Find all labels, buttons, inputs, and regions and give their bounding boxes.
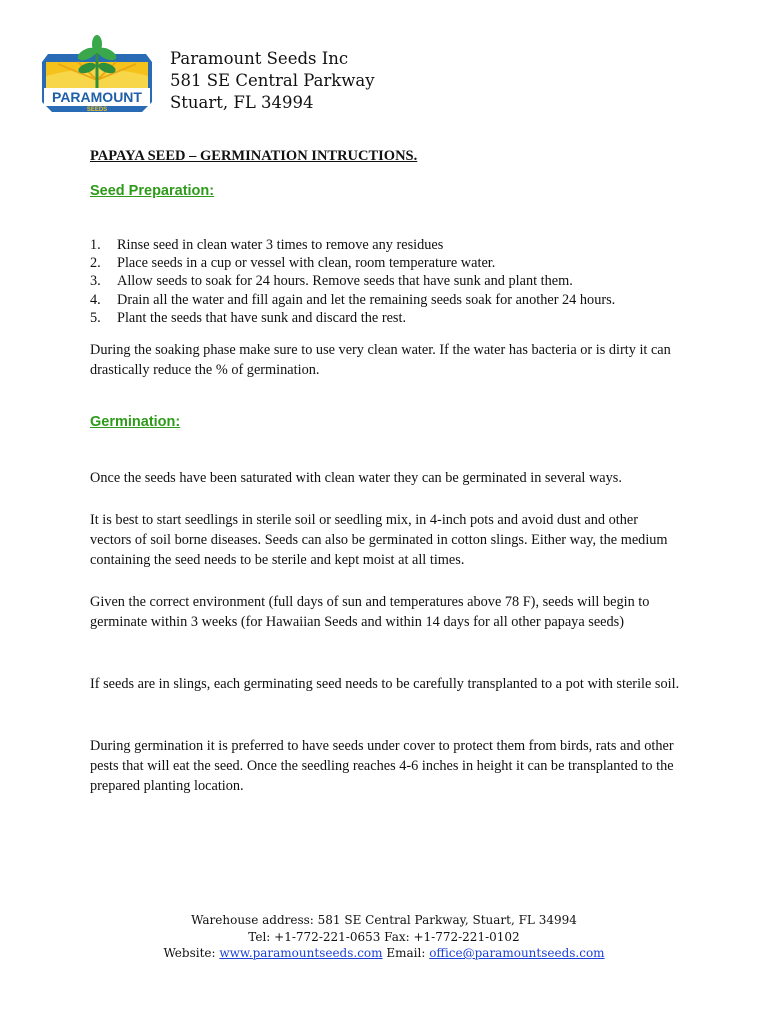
footer-warehouse-address: Warehouse address: 581 SE Central Parkway, Stuart, FL 34994 [191, 913, 577, 927]
company-name: Paramount Seeds Inc [170, 49, 349, 68]
list-item [90, 254, 615, 272]
footer [0, 912, 768, 962]
website-label: Website: [163, 946, 216, 960]
list-item [90, 291, 615, 309]
company-address [170, 48, 375, 114]
step-text: Plant the seeds that have sunk and discard the rest. [117, 309, 407, 326]
germination-heading: Germination: [90, 414, 181, 430]
list-item [90, 272, 615, 290]
germination-paragraph-4: If seeds are in slings, each germinating seed needs to be carefully transplanted to a pot with sterile soil. [90, 676, 680, 692]
logo-subtext: SEEDS [86, 107, 108, 113]
list-item [90, 309, 615, 327]
step-number: 5. [90, 309, 101, 326]
step-text: Drain all the water and fill again and let the remaining seeds soak for another 24 hours. [117, 291, 616, 308]
step-text: Allow seeds to soak for 24 hours. Remove seeds that have sunk and plant them. [117, 273, 573, 290]
logo-graphic [38, 32, 156, 116]
germination-paragraph-3: Given the correct environment (full days of sun and temperatures above 78 F), seeds will begin to germinate within 3 weeks (for Hawaiian Seeds and within 14 days for all other papaya seeds) [90, 594, 650, 631]
step-number: 4. [90, 291, 101, 308]
company-city: Stuart, FL 34994 [170, 93, 314, 112]
seed-preparation-steps [90, 236, 615, 327]
website-link[interactable]: www.paramountseeds.com [219, 946, 383, 960]
paramount-seeds-logo [38, 32, 156, 116]
step-text: Rinse seed in clean water 3 times to remove any residues [117, 237, 444, 253]
list-item [90, 236, 615, 254]
germination-paragraph-1: Once the seeds have been saturated with clean water they can be germinated in several ways. [90, 470, 622, 486]
footer-contact-line [0, 945, 768, 962]
germination-paragraph-5: During germination it is preferred to have seeds under cover to protect them from birds, rats and other pests that will eat the seed. Once the seedling reaches 4-6 inches in height it can be transplanted to the prepared planting location. [90, 738, 674, 795]
seed-preparation-heading: Seed Preparation: [90, 183, 215, 199]
logo-text: PARAMOUNT [52, 89, 142, 105]
company-street: 581 SE Central Parkway [170, 71, 375, 90]
email-link[interactable]: office@paramountseeds.com [429, 946, 605, 960]
step-text: Place seeds in a cup or vessel with clean, room temperature water. [117, 255, 496, 272]
document-title: PAPAYA SEED – GERMINATION INTRUCTIONS. [90, 148, 418, 164]
step-number: 2. [90, 255, 101, 272]
germination-paragraph-2: It is best to start seedlings in sterile soil or seedling mix, in 4-inch pots and avoid dust and other vectors of soil borne diseases. Seeds can also be germinated in cotton slings. Either way, the medium containing the seed needs to be sterile and kept moist at all times. [90, 512, 668, 569]
soaking-note: During the soaking phase make sure to use very clean water. If the water has bacteria or is dirty it can drastically reduce the % of germination. [90, 342, 671, 379]
footer-phone-fax: Tel: +1-772-221-0653 Fax: +1-772-221-0102 [248, 929, 520, 944]
step-number: 3. [90, 273, 101, 290]
email-label: Email: [386, 946, 426, 960]
step-number: 1. [90, 237, 101, 253]
